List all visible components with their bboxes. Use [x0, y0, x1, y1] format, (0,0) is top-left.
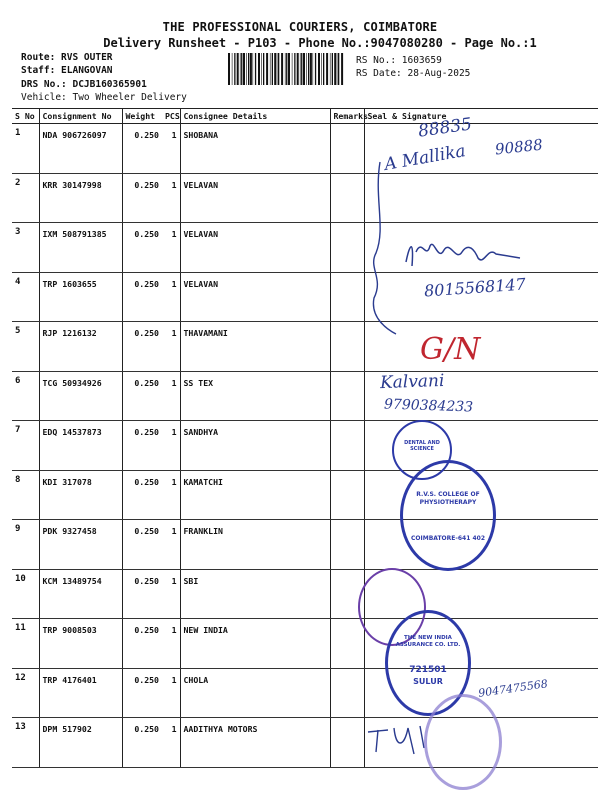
college-seal-text: DENTAL AND SCIENCE	[404, 440, 440, 452]
row-consignee: KAMATCHI	[180, 470, 330, 520]
row-weight: 0.250	[122, 569, 162, 619]
vehicle-label: Vehicle: Two Wheeler Delivery	[21, 92, 187, 103]
row-consignment: DPM 517902	[39, 718, 122, 768]
staff-label: Staff: ELANGOVAN	[21, 65, 113, 76]
row-pcs: 1	[162, 520, 180, 570]
table-row	[12, 569, 598, 619]
row-sno: 4	[12, 272, 39, 322]
handwritten-mark: G/N	[420, 332, 481, 367]
row-pcs: 1	[162, 569, 180, 619]
rs-date: RS Date: 28-Aug-2025	[356, 68, 471, 79]
table-row	[12, 173, 598, 223]
row-sno: 8	[12, 470, 39, 520]
row-weight: 0.250	[122, 470, 162, 520]
rs-number: RS No.: 1603659	[356, 55, 442, 66]
row-consignment: KRR 30147998	[39, 173, 122, 223]
row-weight: 0.250	[122, 124, 162, 174]
row-consignee: SANDHYA	[180, 421, 330, 471]
handwritten-number-2: 90888	[494, 135, 544, 159]
row-consignee: SHOBANA	[180, 124, 330, 174]
row-sno: 10	[12, 569, 39, 619]
row-remarks	[330, 173, 364, 223]
row-consignee: SS TEX	[180, 371, 330, 421]
row-remarks	[330, 421, 364, 471]
row-consignee: VELAVAN	[180, 272, 330, 322]
table-row	[12, 619, 598, 669]
row-sno: 11	[12, 619, 39, 669]
row-consignment: KDI 317078	[39, 470, 122, 520]
handwritten-phone-2: 9790384233	[383, 396, 474, 416]
row-sno: 3	[12, 223, 39, 273]
company-title: THE PROFESSIONAL COURIERS, COIMBATORE	[162, 20, 438, 34]
physiotherapy-stamp	[400, 460, 496, 571]
table-row	[12, 520, 598, 570]
row-weight: 0.250	[122, 718, 162, 768]
runsheet-table	[12, 108, 598, 768]
row-consignment: PDK 9327458	[39, 520, 122, 570]
row-consignment: TRP 4176401	[39, 668, 122, 718]
row-pcs: 1	[162, 421, 180, 471]
row-consignee: THAVAMANI	[180, 322, 330, 372]
row-sno: 9	[12, 520, 39, 570]
col-remarks: Remarks	[330, 109, 364, 124]
table-header-row	[12, 109, 598, 124]
table-row	[12, 421, 598, 471]
row-consignment: IXM 508791385	[39, 223, 122, 273]
col-weight: Weight	[122, 109, 162, 124]
row-consignee: CHOLA	[180, 668, 330, 718]
row-remarks	[330, 124, 364, 174]
row-consignee: NEW INDIA	[180, 619, 330, 669]
row-consignment: RJP 1216132	[39, 322, 122, 372]
insurance-stamp-place: SULUR	[413, 677, 443, 686]
insurance-stamp-code: 721501	[409, 665, 447, 675]
route-label: Route: RVS OUTER	[21, 52, 113, 63]
table-row	[12, 718, 598, 768]
row-weight: 0.250	[122, 272, 162, 322]
row-consignment: TCG 50934926	[39, 371, 122, 421]
row-pcs: 1	[162, 718, 180, 768]
row-consignment: TRP 9008503	[39, 619, 122, 669]
row-pcs: 1	[162, 124, 180, 174]
row-remarks	[330, 520, 364, 570]
handwritten-note: 9047475568	[477, 677, 549, 700]
row-consignment: NDA 906726097	[39, 124, 122, 174]
row-weight: 0.250	[122, 173, 162, 223]
row-weight: 0.250	[122, 668, 162, 718]
row-consignee: AADITHYA MOTORS	[180, 718, 330, 768]
row-consignment: KCM 13489754	[39, 569, 122, 619]
handwritten-phone: 8015568147	[423, 274, 527, 301]
row-consignee: SBI	[180, 569, 330, 619]
row-weight: 0.250	[122, 223, 162, 273]
row-sno: 5	[12, 322, 39, 372]
handwritten-name-2: Kalvani	[379, 370, 445, 394]
row-pcs: 1	[162, 322, 180, 372]
col-consignment: Consignment No	[39, 109, 122, 124]
row-pcs: 1	[162, 371, 180, 421]
row-sno: 1	[12, 124, 39, 174]
row-consignee: VELAVAN	[180, 173, 330, 223]
row-pcs: 1	[162, 470, 180, 520]
row-pcs: 1	[162, 223, 180, 273]
handwritten-signature	[400, 232, 530, 276]
row-weight: 0.250	[122, 421, 162, 471]
row-remarks	[330, 371, 364, 421]
row-weight: 0.250	[122, 371, 162, 421]
col-sno: S No	[12, 109, 39, 124]
row-pcs: 1	[162, 619, 180, 669]
col-pcs: PCS	[162, 109, 180, 124]
physiotherapy-stamp-place: COIMBATORE-641 402	[411, 535, 485, 542]
insurance-stamp-name: THE NEW INDIA ASSURANCE CO. LTD.	[395, 635, 461, 648]
row-consignee: VELAVAN	[180, 223, 330, 273]
row-pcs: 1	[162, 173, 180, 223]
row-remarks	[330, 223, 364, 273]
row-consignment: EDQ 14537873	[39, 421, 122, 471]
drs-number: DRS No.: DCJB160365901	[21, 79, 147, 90]
barcode	[228, 53, 346, 85]
row-sno: 7	[12, 421, 39, 471]
row-sno: 12	[12, 668, 39, 718]
handwritten-name: A Mallika	[382, 141, 468, 175]
col-consignee: Consignee Details	[180, 109, 330, 124]
row-pcs: 1	[162, 272, 180, 322]
row-remarks	[330, 470, 364, 520]
row-remarks	[330, 718, 364, 768]
row-weight: 0.250	[122, 520, 162, 570]
handwritten-number: 88835	[416, 114, 474, 142]
physiotherapy-stamp-name: R.V.S. COLLEGE OF PHYSIOTHERAPY	[416, 491, 480, 506]
row-weight: 0.250	[122, 322, 162, 372]
row-remarks	[330, 619, 364, 669]
row-weight: 0.250	[122, 619, 162, 669]
row-remarks	[330, 272, 364, 322]
row-sno: 13	[12, 718, 39, 768]
runsheet-title: Delivery Runsheet - P103 - Phone No.:9047080280 - Page No.:1	[103, 36, 537, 50]
table-row	[12, 371, 598, 421]
table-row	[12, 322, 598, 372]
faint-round-stamp	[424, 694, 502, 790]
row-pcs: 1	[162, 668, 180, 718]
row-consignee: FRANKLIN	[180, 520, 330, 570]
row-sno: 2	[12, 173, 39, 223]
row-consignment: TRP 1603655	[39, 272, 122, 322]
row-remarks	[330, 322, 364, 372]
table-row	[12, 470, 598, 520]
row-remarks	[330, 668, 364, 718]
row-sno: 6	[12, 371, 39, 421]
col-signature: Seal & Signature	[364, 109, 598, 124]
